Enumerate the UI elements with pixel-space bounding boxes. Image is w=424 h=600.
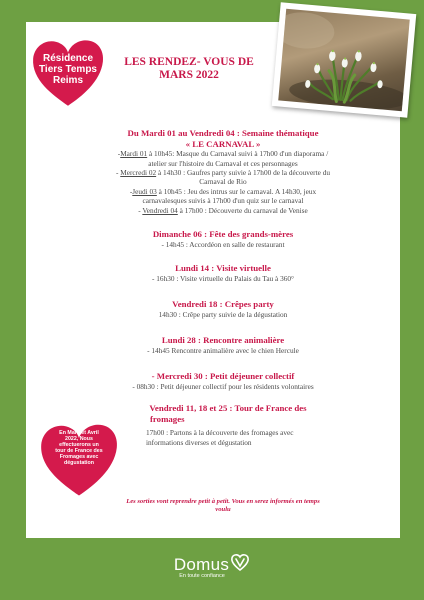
badge-line-2: Tiers Temps xyxy=(39,64,97,75)
small-badge-line-2: 2022, Nous xyxy=(65,436,93,442)
event-title-2: fromages xyxy=(150,413,185,424)
small-badge-line-6: dégustation xyxy=(63,460,94,466)
text: à 10h45: Masque du Carnaval suivi à 17h00 d'un diaporama / xyxy=(147,149,329,159)
prefix: - xyxy=(138,205,143,215)
small-badge-line-1: En Mars et Avril xyxy=(59,430,99,436)
event-title: Dimanche 06 : Fête des grands-mères xyxy=(152,229,294,240)
text: à 10h45 : Jeu des intrus sur le carnaval. A 14h30, jeux xyxy=(156,186,317,196)
residence-heart-badge xyxy=(30,36,106,108)
badge-line-1: Résidence xyxy=(42,53,94,64)
event-carnaval-jeudi xyxy=(84,187,362,196)
footer-note-line-2: voulu xyxy=(215,506,231,514)
event-line-2: informations diverses et dégustation xyxy=(146,437,252,447)
events-list xyxy=(84,128,362,447)
title-line-2: MARS 2022 xyxy=(159,69,219,81)
event-title: - Mercredi 30 : Petit déjeuner collectif xyxy=(151,371,295,382)
event-mercredi-30 xyxy=(84,371,362,391)
event-title: Lundi 14 : Visite virtuelle xyxy=(175,263,271,274)
event-carnaval-mardi xyxy=(84,149,362,158)
day-mardi: Mardi 01 xyxy=(120,149,148,159)
footer-note-line-1: Les sorties vont reprendre petit à petit. Vous en serez informés en temps xyxy=(126,498,320,505)
event-title: Lundi 28 : Rencontre animalière xyxy=(161,335,285,346)
page-title xyxy=(110,56,268,82)
event-title-1: Vendredi 11, 18 et 25 : Tour de France des xyxy=(149,403,307,414)
event-line-1: 17h00 : Partons à la découverte des fromages avec xyxy=(146,428,294,438)
prefix: - xyxy=(116,168,121,177)
footer-note xyxy=(78,498,368,515)
event-carnaval-vendredi xyxy=(84,206,362,215)
event-line: - 16h30 : Visite virtuelle du Palais du Tau à 360° xyxy=(152,273,294,283)
event-carnaval xyxy=(84,128,362,215)
event-line: - 14h45 : Accordéon en salle de restaurant xyxy=(161,239,285,249)
title-line-1: LES RENDEZ- VOUS DE xyxy=(124,56,254,68)
cheese-tour-heart-badge xyxy=(36,420,122,498)
logo-word: Domus xyxy=(173,554,230,574)
event-line: 14h30 : Crêpe party suivie de la dégustation xyxy=(158,309,288,319)
text: à 14h30 : Gaufres party suivie à 17h00 de la découverte du xyxy=(156,168,330,177)
event-title: Vendredi 18 : Crêpes party xyxy=(172,299,274,310)
event-carnaval-jeudi-cont: carnavalesques suivis à 17h00 d'un quiz sur le carnaval xyxy=(142,196,304,206)
text: à 17h00 : Découverte du carnaval de Venise xyxy=(177,205,308,215)
event-vendredi-18 xyxy=(84,299,362,319)
event-line: - 08h30 : Petit déjeuner collectif pour les résidents volontaires xyxy=(132,381,314,391)
event-carnaval-mercredi xyxy=(84,168,362,177)
day-vendredi: Vendredi 04 xyxy=(142,205,178,215)
logo-tagline: En toute confiance xyxy=(179,573,225,579)
snowdrop-flowers-photo xyxy=(278,9,410,111)
event-carnaval-title-2: « LE CARNAVAL » xyxy=(185,138,261,149)
badge-line-3: Reims xyxy=(52,75,83,86)
event-carnaval-mercredi-cont: Carnaval de Rio xyxy=(199,177,247,187)
day-mercredi: Mercredi 02 xyxy=(120,168,157,177)
event-carnaval-mardi-cont: atelier sur l'histoire du Carnaval et ces personnages xyxy=(148,158,298,168)
prefix: - xyxy=(117,149,121,159)
prefix: - xyxy=(129,186,133,196)
event-carnaval-title-1: Du Mardi 01 au Vendredi 04 : Semaine thématique xyxy=(127,128,319,138)
event-vendredi-11-18-25 xyxy=(84,403,362,447)
small-badge-line-4: tour de France des xyxy=(55,448,103,454)
small-badge-line-5: Fromages avec xyxy=(59,454,99,460)
day-jeudi: Jeudi 03 xyxy=(132,186,157,196)
event-lundi-14 xyxy=(84,263,362,283)
event-dimanche-06 xyxy=(84,229,362,249)
snowdrop-photo-frame xyxy=(272,2,417,117)
small-badge-line-3: effectuerons un xyxy=(59,442,99,448)
event-lundi-28 xyxy=(84,335,362,355)
event-line: - 14h45 Rencontre animalière avec le chien Hercule xyxy=(147,345,299,355)
